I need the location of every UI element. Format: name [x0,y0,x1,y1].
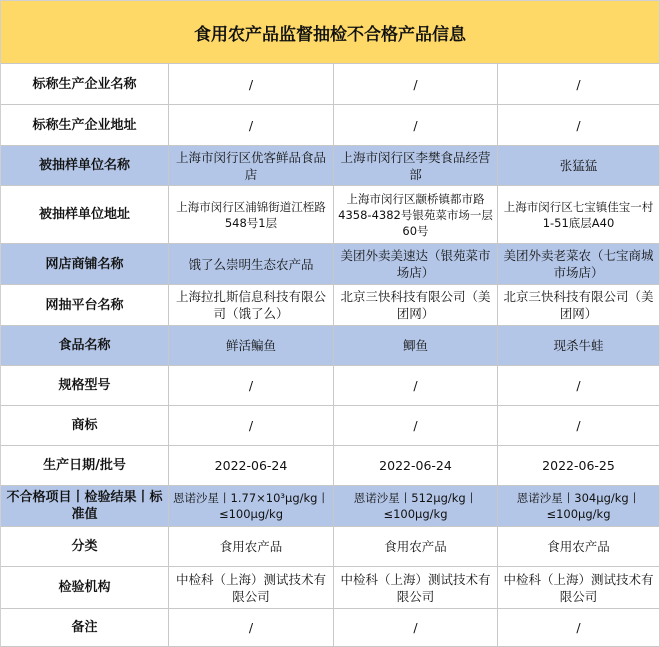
row-label: 商标 [1,406,169,445]
row-value: / [169,609,334,646]
table-row [1,105,659,146]
row-value: 2022-06-24 [334,446,498,485]
row-value: 恩诺沙星丨304μg/kg丨≤100μg/kg [516,491,641,521]
row-value: 饿了么崇明生态农产品 [169,244,334,284]
table-row [1,186,659,244]
row-value: 上海拉扎斯信息科技有限公司（饿了么） [169,285,334,325]
row-label: 被抽样单位名称 [1,146,169,185]
row-value: 上海市闵行区七宝镇佳宝一村1-51底层A40 [503,199,654,230]
row-value: 食用农产品 [547,539,610,554]
row-label: 分类 [1,527,169,566]
row-value: / [334,64,498,104]
row-value: 食用农产品 [169,527,334,566]
row-label: 不合格项目丨检验结果丨标准值 [1,486,169,526]
table-row [1,366,659,406]
row-value: / [576,620,581,635]
row-value: 2022-06-25 [542,458,615,473]
row-value: 上海市闵行区浦锦街道江桎路548号1层 [169,186,334,243]
row-value: 美团外卖美速达（银苑菜市场店） [334,244,498,284]
row-value: / [169,406,334,445]
table-row [1,285,659,326]
row-label: 网抽平台名称 [1,285,169,325]
table-title: 食用农产品监督抽检不合格产品信息 [1,1,659,64]
row-label: 备注 [1,609,169,646]
row-value: / [334,609,498,646]
row-value: 上海市闵行区优客鲜品食品店 [169,146,334,185]
row-value: 北京三快科技有限公司（美团网） [503,289,654,321]
row-value: 上海市闵行区颛桥镇都市路4358-4382号银苑菜市场一层60号 [334,186,498,243]
row-value: 中检科（上海）测试技术有限公司 [503,571,654,604]
row-value: 北京三快科技有限公司（美团网） [334,285,498,325]
row-value: / [334,105,498,145]
row-value: / [169,105,334,145]
table-row [1,406,659,446]
row-value: / [576,418,581,433]
row-value: 中检科（上海）测试技术有限公司 [334,567,498,608]
table-row [1,446,659,486]
row-value: 美团外卖老菜农（七宝商城市场店） [503,248,654,280]
table-row [1,486,659,527]
row-label: 生产日期/批号 [1,446,169,485]
table-row [1,527,659,567]
row-label: 被抽样单位地址 [1,186,169,243]
row-value: / [576,76,581,92]
table-body [1,64,659,647]
row-value: / [334,406,498,445]
row-value: / [169,64,334,104]
table-row [1,64,659,105]
row-value: 恩诺沙星丨512μg/kg丨≤100μg/kg [334,486,498,526]
table-row [1,244,659,285]
row-value: 上海市闵行区李樊食品经营部 [334,146,498,185]
table-row [1,609,659,647]
row-label: 标称生产企业名称 [1,64,169,104]
row-value: 现杀牛蛙 [553,338,604,353]
row-label: 食品名称 [1,326,169,365]
table-row [1,326,659,366]
row-value: 2022-06-24 [169,446,334,485]
row-value: 食用农产品 [334,527,498,566]
row-label: 网店商铺名称 [1,244,169,284]
row-value: / [576,378,581,393]
row-value: / [576,117,581,133]
row-label: 规格型号 [1,366,169,405]
table-row [1,146,659,186]
row-value: / [334,366,498,405]
row-value: 鲫鱼 [334,326,498,365]
row-value: 恩诺沙星丨1.77×10³μg/kg丨≤100μg/kg [169,486,334,526]
row-value: 中检科（上海）测试技术有限公司 [169,567,334,608]
row-value: / [169,366,334,405]
row-label: 检验机构 [1,567,169,608]
table-row [1,567,659,609]
row-value: 张猛猛 [559,158,598,173]
row-value: 鲜活鳊鱼 [169,326,334,365]
row-label: 标称生产企业地址 [1,105,169,145]
